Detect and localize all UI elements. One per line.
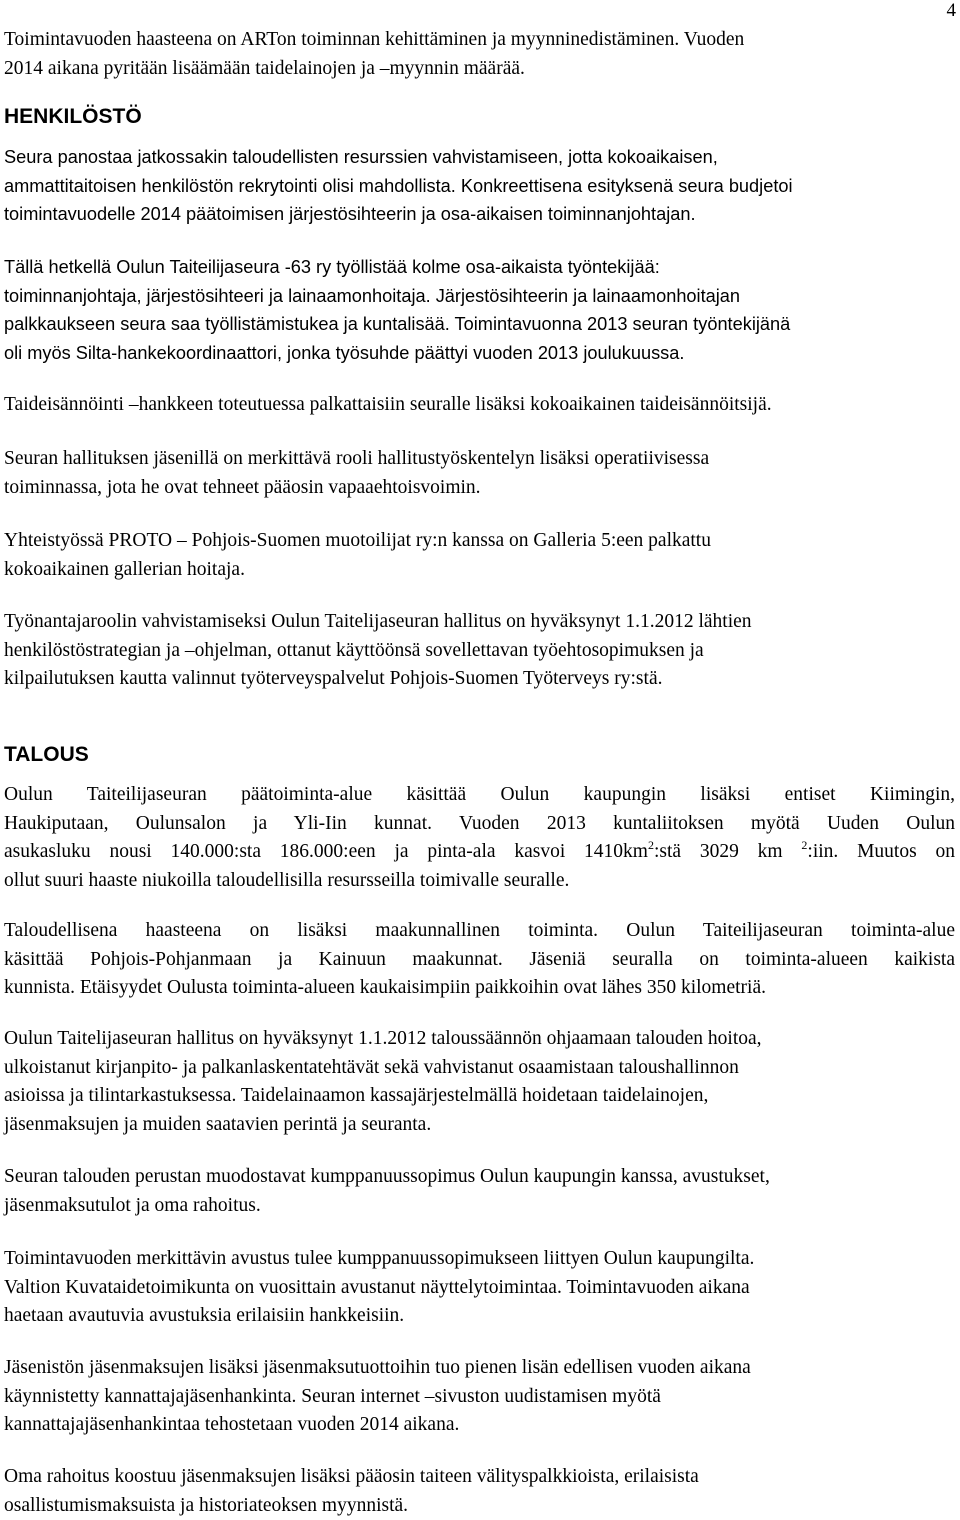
henkilosto-paragraph-5	[4, 527, 955, 584]
talous-paragraph-1	[4, 781, 955, 895]
text-line: toimintavuodelle 2014 päätoimisen järjestösihteerin ja osa-aikaisen toiminnanjohtajan.	[4, 204, 696, 224]
text-line: ollut suuri haaste niukoilla taloudellisilla resursseilla toimivalle seuralle.	[4, 869, 570, 891]
text-line: kunnista. Etäisyydet Oulusta toiminta-alueen kaukaisimpiin paikkoihin ovat lähes 350 kilometriä.	[4, 977, 766, 998]
text-line: Haukiputaan, Oulunsalon ja Yli-Iin kunnat. Vuoden 2013 kuntaliitoksen myötä Uuden Oulun	[4, 812, 955, 834]
section-heading-talous: TALOUS	[4, 743, 89, 766]
text-line: Oma rahoitus koostuu jäsenmaksujen lisäksi pääosin taiteen välityspalkkioista, erilaisista	[4, 1466, 699, 1487]
text-line: osallistumismaksuista ja historiateoksen myynnistä.	[4, 1494, 409, 1516]
text-line: Toimintavuoden merkittävin avustus tulee kumppanuussopimukseen liittyen Oulun kaupungilta.	[4, 1248, 755, 1269]
talous-paragraph-2	[4, 917, 955, 1003]
superscript: 2	[647, 838, 654, 852]
text-line: jäsenmaksujen ja muiden saatavien perintä ja seuranta.	[4, 1113, 432, 1135]
talous-paragraph-3	[4, 1025, 955, 1139]
henkilosto-paragraph-1	[4, 143, 955, 229]
text-line: henkilöstöstrategian ja –ohjelman, ottanut käyttöönsä sovellettavan työehtosopimuksen ja	[4, 639, 704, 661]
text-line: palkkaukseen seura saa työllistämistukea ja kuntalisää. Toimintavuonna 2013 seuran työntekijänä	[4, 314, 791, 334]
text-line: ammattitaitoisen henkilöstön rekrytointi olisi mahdollista. Konkreettisena esityksenä seura budjetoi	[4, 175, 793, 196]
text-line: Tällä hetkellä Oulun Taiteilijaseura -63 ry työllistää kolme osa-aikaista työntekijää:	[4, 257, 660, 277]
superscript: 2	[801, 838, 808, 852]
talous-paragraph-7	[4, 1463, 955, 1520]
text-line: kannattajajäsenhankintaa tehostetaan vuoden 2014 aikana.	[4, 1414, 460, 1435]
intro-paragraph	[4, 26, 955, 83]
text-line: Seuran hallituksen jäsenillä on merkittävä rooli hallitustyöskentelyn lisäksi operatiivisessa	[4, 448, 710, 469]
text-line: käynnistetty kannattajajäsenhankinta. Seuran internet –sivuston uudistamisen myötä	[4, 1385, 661, 1407]
text-line: käsittää Pohjois-Pohjanmaan ja Kainuun maakunnat. Jäseniä seuralla on toiminta-alueen kaikista	[4, 948, 955, 970]
text-line: Toimintavuoden haasteena on ARTon toiminnan kehittäminen ja myynninedistäminen. Vuoden	[4, 29, 745, 50]
text-line: Taloudellisena haasteena on lisäksi maakunnallinen toiminta. Oulun Taiteilijaseuran toiminta-alue	[4, 920, 955, 941]
page-number: 4	[946, 0, 956, 21]
text-line: haetaan avautuvia avustuksia erilaisiin hankkeisiin.	[4, 1305, 405, 1326]
text-line: kokoaikainen gallerian hoitaja.	[4, 558, 245, 580]
text-line: Työnantajaroolin vahvistamiseksi Oulun Taitelijaseuran hallitus on hyväksynyt 1.1.2012 lähtien	[4, 611, 752, 632]
text-line: Jäsenistön jäsenmaksujen lisäksi jäsenmaksutuottoihin tuo pienen lisän edellisen vuoden aikana	[4, 1357, 751, 1378]
text-line: Seura panostaa jatkossakin taloudellisten resurssien vahvistamiseen, jotta kokoaikaisen,	[4, 147, 718, 167]
text-line: kilpailutuksen kautta valinnut työterveyspalvelut Pohjois-Suomen Työterveys ry:stä.	[4, 668, 663, 689]
section-heading-henkilosto: HENKILÖSTÖ	[4, 105, 142, 128]
text-line: toiminnassa, jota he ovat tehneet pääosin vapaaehtoisvoimin.	[4, 476, 481, 498]
text-line: Valtion Kuvataidetoimikunta on vuosittain avustanut näyttelytoimintaa. Toimintavuoden aikana	[4, 1276, 750, 1298]
text-fragment: :stä 3029 km	[653, 841, 802, 862]
text-line: Oulun Taiteilijaseuran päätoiminta-alue käsittää Oulun kaupungin lisäksi entiset Kiimingin,	[4, 784, 955, 805]
henkilosto-paragraph-4	[4, 445, 955, 502]
text-line: Seuran talouden perustan muodostavat kumppanuussopimus Oulun kaupungin kanssa, avustukset,	[4, 1166, 770, 1187]
talous-paragraph-4	[4, 1163, 955, 1220]
text-line: toiminnanjohtaja, järjestösihteeri ja lainaamonhoitaja. Järjestösihteerin ja lainaamonhoitajan	[4, 285, 741, 306]
talous-paragraph-5	[4, 1245, 955, 1331]
text-line: asioissa ja tilintarkastuksessa. Taidelainaamon kassajärjestelmällä hoidetaan taidelainojen,	[4, 1085, 709, 1106]
text-line: 2014 aikana pyritään lisäämään taidelainojen ja –myynnin määrää.	[4, 57, 525, 79]
text-fragment: asukasluku nousi 140.000:sta 186.000:een ja pinta-ala kasvoi 1410km	[4, 841, 648, 862]
text-line	[4, 838, 955, 867]
text-fragment: :iin. Muutos on	[807, 841, 955, 862]
henkilosto-paragraph-6	[4, 608, 955, 694]
henkilosto-paragraph-3	[4, 391, 955, 420]
text-line: Yhteistyössä PROTO – Pohjois-Suomen muotoilijat ry:n kanssa on Galleria 5:een palkattu	[4, 530, 711, 551]
text-line: Taideisännöinti –hankkeen toteutuessa palkattaisiin seuralle lisäksi kokoaikainen taideisännöitsijä.	[4, 394, 772, 415]
talous-paragraph-6	[4, 1354, 955, 1440]
henkilosto-paragraph-2	[4, 253, 955, 367]
text-line: jäsenmaksutulot ja oma rahoitus.	[4, 1194, 261, 1216]
text-line: ulkoistanut kirjanpito- ja palkanlaskentatehtävät sekä vahvistanut osaamistaan taloushallinnon	[4, 1056, 739, 1078]
text-line: oli myös Silta-hankekoordinaattori, jonka työsuhde päättyi vuoden 2013 joulukuussa.	[4, 342, 685, 363]
text-line: Oulun Taitelijaseuran hallitus on hyväksynyt 1.1.2012 taloussäännön ohjaamaan talouden hoitoa,	[4, 1028, 762, 1049]
